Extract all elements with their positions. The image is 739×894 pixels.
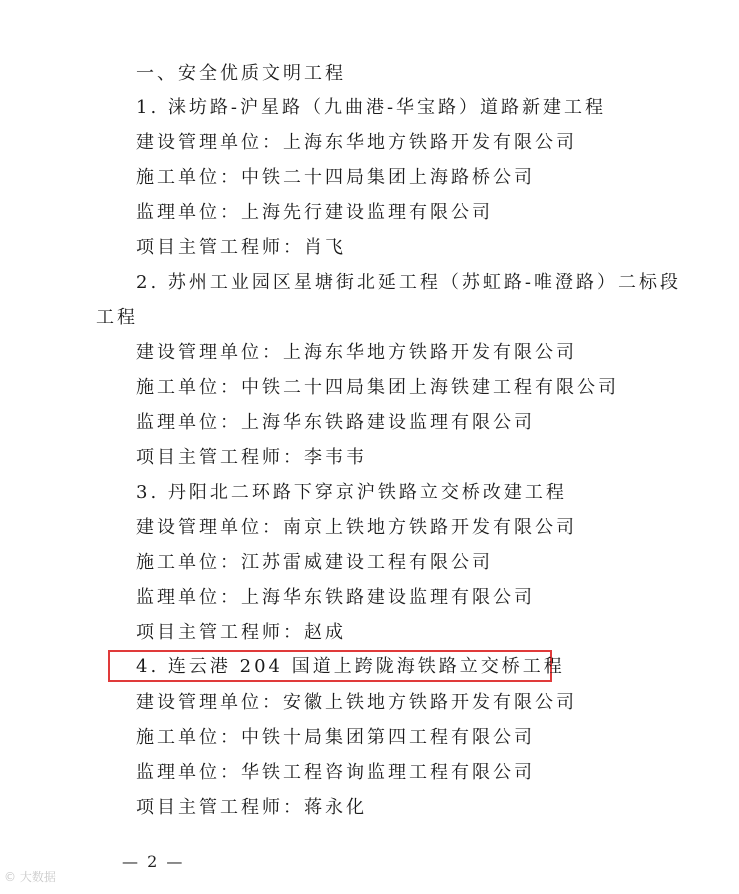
project-4-supervision-unit: 监理单位：华铁工程咨询监理工程有限公司	[136, 762, 535, 783]
project-4-management-unit: 建设管理单位：安徽上铁地方铁路开发有限公司	[136, 692, 577, 713]
project-1-chief-engineer: 项目主管工程师：肖飞	[136, 237, 346, 258]
watermark-logo: © 大数据	[4, 870, 56, 884]
project-4-title: 4. 连云港 204 国道上跨陇海铁路立交桥工程	[136, 656, 565, 677]
project-2-chief-engineer: 项目主管工程师：李韦韦	[136, 447, 367, 468]
project-2-management-unit: 建设管理单位：上海东华地方铁路开发有限公司	[136, 342, 577, 363]
project-4-chief-engineer: 项目主管工程师：蒋永化	[136, 797, 367, 818]
page-number: — 2 —	[122, 852, 185, 871]
project-1-title: 1. 涞坊路-沪星路（九曲港-华宝路）道路新建工程	[136, 97, 607, 118]
project-1-supervision-unit: 监理单位：上海先行建设监理有限公司	[136, 202, 493, 223]
project-2-title-line2: 工程	[96, 307, 138, 328]
section-title: 一、安全优质文明工程	[136, 63, 346, 84]
project-1-construction-unit: 施工单位：中铁二十四局集团上海路桥公司	[136, 167, 535, 188]
project-4-construction-unit: 施工单位：中铁十局集团第四工程有限公司	[136, 727, 535, 748]
project-2-supervision-unit: 监理单位：上海华东铁路建设监理有限公司	[136, 412, 535, 433]
project-3-supervision-unit: 监理单位：上海华东铁路建设监理有限公司	[136, 587, 535, 608]
project-2-title-line1: 2. 苏州工业园区星塘街北延工程（苏虹路-唯澄路）二标段	[136, 272, 681, 293]
project-3-chief-engineer: 项目主管工程师：赵成	[136, 622, 346, 643]
project-3-title: 3. 丹阳北二环路下穿京沪铁路立交桥改建工程	[136, 482, 567, 503]
project-1-management-unit: 建设管理单位：上海东华地方铁路开发有限公司	[136, 132, 577, 153]
project-3-construction-unit: 施工单位：江苏雷威建设工程有限公司	[136, 552, 493, 573]
project-3-management-unit: 建设管理单位：南京上铁地方铁路开发有限公司	[136, 517, 577, 538]
project-2-construction-unit: 施工单位：中铁二十四局集团上海铁建工程有限公司	[136, 377, 619, 398]
